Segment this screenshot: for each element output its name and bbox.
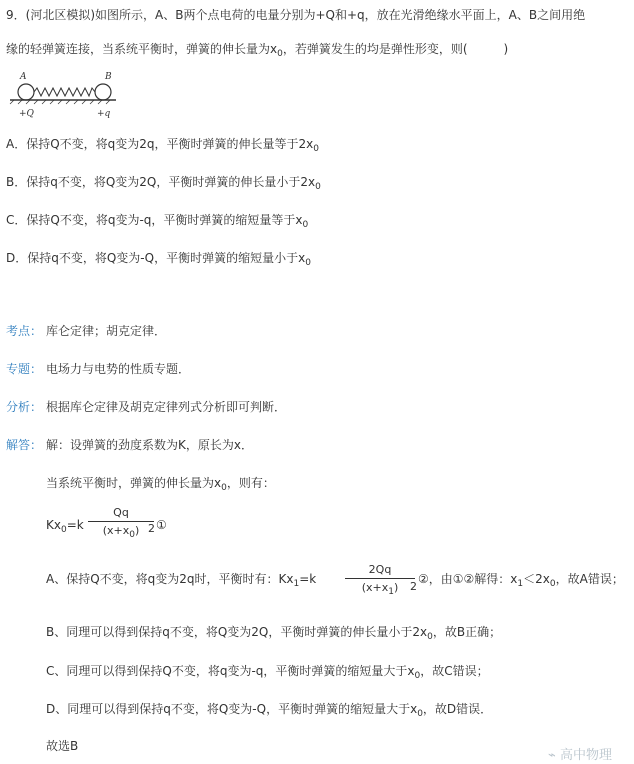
zhuanti-row	[6, 360, 42, 378]
charge-a-label: +Q	[19, 109, 34, 119]
step-a-fraction	[345, 563, 415, 595]
step-a-numerator: 2Qq	[368, 563, 392, 576]
step-a-part1: A、保持Q不变，将q变为2q时，平衡时有：$Kx_1=k$	[46, 572, 317, 589]
equation-1-left: $Kx_0=k$	[46, 518, 84, 535]
step-d: D、同理可以得到保持q不变，将Q变为-Q，平衡时弹簧的缩短量大于$x_0$，故D错误．	[46, 702, 493, 719]
figure-label-a: A	[20, 72, 27, 82]
equation-1-fraction	[88, 506, 154, 538]
option-a: A．保持Q不变，将q变为2q，平衡时弹簧的伸长量等于$2x_0$	[6, 137, 319, 154]
fenxi-label: 分析：	[6, 400, 43, 414]
option-b: B．保持q不变，将Q变为2Q，平衡时弹簧的伸长量小于$2x_0$	[6, 175, 321, 192]
kaodian-row	[6, 322, 42, 340]
question-source: (河北区模拟)	[25, 8, 96, 22]
charge-b-label: +q	[97, 109, 111, 119]
fenxi-text: 根据库仑定律及胡克定律列式分析即可判断．	[46, 400, 287, 414]
option-c: C．保持Q不变，将q变为-q，平衡时弹簧的缩短量等于$x_0$	[6, 213, 309, 230]
conclusion: 故选B	[46, 739, 79, 753]
charge-b-ball	[95, 84, 111, 100]
question-stem-line1: 9．(河北区模拟)如图所示，A、B两个点电荷的电量分别为+Q和+q，放在光滑绝缘水平面上，A、B之间用绝	[6, 8, 586, 22]
question-number: 9．	[6, 8, 26, 22]
balance-line: 当系统平衡时，弹簧的伸长量为$x_0$，则有：	[46, 476, 275, 493]
equation-1-denominator: $(x+x_0)$	[102, 524, 140, 540]
jieda-row	[6, 436, 42, 454]
jieda-text: 解：设弹簧的劲度系数为K，原长为x．	[46, 438, 253, 452]
spring-coil	[34, 88, 95, 96]
step-a-power: 2	[410, 580, 417, 593]
watermark: ⌁ 高中物理	[548, 748, 612, 763]
kaodian-label: 考点：	[6, 324, 43, 338]
equation-1-numerator: Qq	[113, 506, 129, 519]
zhuanti-label: 专题：	[6, 362, 43, 376]
fenxi-row	[6, 398, 42, 416]
figure-label-b: B	[105, 72, 112, 82]
jieda-label: 解答：	[6, 438, 43, 452]
equation-1-mark: ①	[156, 518, 167, 532]
step-a-part2: ②，由①②解得：$x_1<2x_0$，故A错误；	[418, 572, 624, 589]
kaodian-text: 库仑定律；胡克定律．	[46, 324, 167, 338]
step-b: B、同理可以得到保持q不变，将Q变为2Q，平衡时弹簧的伸长量小于$2x_0$，故B正确；	[46, 625, 502, 642]
charge-a-ball	[18, 84, 34, 100]
step-c: C、同理可以得到保持Q不变，将q变为-q，平衡时弹簧的缩短量大于$x_0$，故C错误；	[46, 664, 489, 681]
watermark-logo-icon: ⌁	[548, 748, 560, 763]
option-d: D．保持q不变，将Q变为-Q，平衡时弹簧的缩短量小于$x_0$	[6, 251, 311, 268]
step-a-denominator: $(x+x_1)$	[361, 581, 399, 597]
zhuanti-text: 电场力与电势的性质专题．	[46, 362, 191, 376]
equation-1-power: 2	[148, 522, 155, 535]
question-stem-line2: 缘的轻弹簧连接，当系统平衡时，弹簧的伸长量为$x_0$，若弹簧发生的均是弹性形变，则( )	[6, 42, 509, 59]
spring-figure	[6, 70, 118, 122]
